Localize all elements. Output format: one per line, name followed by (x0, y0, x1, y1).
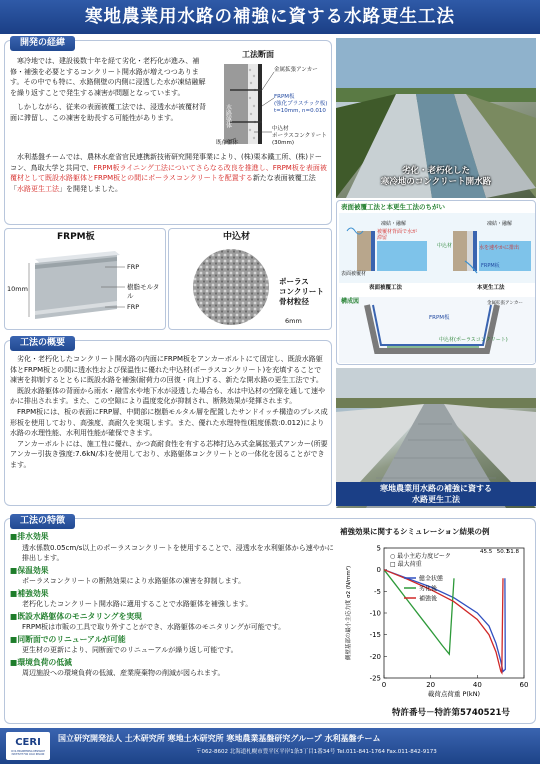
photo2-caption: 寒地農業用水路の補強に資する 水路更生工法 (336, 482, 536, 506)
feature-text: 透水係数0.05cm/s以上のポーラスコンクリートを使用することで、浸透水を水利躯体から速やかに排出します。 (22, 543, 334, 563)
feature-text: 更生材の更新により、同断面でのリニューアルが繰り返し可能です。 (22, 646, 238, 655)
structure-frpm: FRPM板 (429, 315, 450, 321)
data-label: 51.8 (506, 549, 519, 555)
overview-text (10, 354, 328, 471)
feature-heading: ■同断面でのリニューアルが可能 (10, 634, 126, 644)
comp-right-freeze: 凍結・融解 (487, 221, 513, 227)
y-tick-label: -10 (369, 609, 381, 618)
patent-number: 特許番号－特許第5740521号 (392, 708, 510, 718)
y-tick-label: 5 (376, 544, 381, 553)
paragraph: 水利基盤チームでは、農林水産省官民連携新技術研究開発事業により、(株)栗本鐵工所、(株)ドーコン、鳥取大学と共同で、FRPM板ライニング工法についてさらなる改良を推進し、FRPM板を表面被覆材として既設水路躯体とFRPM板との間にポーラスコンクリートを配置する新たな表面被覆工法「水路更生工法」を開発しました。 (10, 153, 327, 193)
frpm-label-resin: 樹脂モルタル (127, 283, 160, 300)
frpm-label-frp-top: FRP (127, 263, 140, 271)
filler-panel (168, 228, 332, 330)
feature-heading: ■環境負荷の低減 (10, 657, 72, 667)
label-frpm: FRPM板 (強化プラスチック板) t=10mm, n=0.010 (274, 94, 328, 114)
paragraph: 既設水路躯体の背面から雨水・融雪水や地下水が浸透した場合も、水は中込材の空隙を通して速やかに排出されます。また、この空隙により温度変化が抑制され、断熱効果が発揮されます。 (10, 386, 325, 406)
x-tick-label: 0 (381, 681, 387, 689)
chart-title: 補強効果に関するシミュレーション結果の例 (340, 527, 490, 536)
page-title: 寒地農業用水路の補強に資する水路更生工法 (0, 0, 540, 34)
label-anchor: 金属拡張アンカー (274, 67, 318, 73)
filler-labels: ポーラス コンクリート 骨材粒径 (279, 277, 324, 306)
comp-left-stagnant: 被覆材背面で水が滞留 (377, 229, 418, 241)
label-filler: 中込材 ポーラスコンクリート (30mm) (272, 126, 327, 146)
section-label-overview: 工法の概要 (10, 336, 75, 351)
comp-right-label: 本更生工法 (477, 285, 505, 291)
footer (0, 728, 540, 764)
ceri-logo (6, 732, 50, 760)
y-tick-label: -5 (374, 587, 381, 596)
legend-label: 補強後 (419, 595, 438, 603)
feature-heading: ■補強効果 (10, 588, 49, 598)
x-tick-label: 40 (472, 681, 482, 689)
structure-title: 構成図 (341, 298, 360, 305)
comp-left-label: 表面被覆工法 (369, 285, 403, 291)
x-tick-label: 20 (426, 681, 436, 689)
feature-heading: ■排水効果 (10, 532, 49, 541)
canal-photo-renewed (336, 368, 536, 508)
y-tick-label: 0 (376, 566, 381, 575)
photo-caption: 劣化・老朽化した 寒冷地のコンクリート開水路 (380, 166, 492, 188)
data-label: 45.5 (480, 549, 493, 555)
footer-org: 国立研究開発法人 土木研究所 寒地土木研究所 寒地農業基盤研究グループ 水利基盤チーム (58, 734, 381, 743)
paragraph: アンカーボルトには、施工性に優れ、かつ高耐食性を有する芯棒打込み式金属拡張式アンカー(所要アンカー引抜き強度:7.6kN/本)を使用しており、水路躯体コンクリートとの一体化を図ることができます。 (10, 439, 328, 469)
paragraph: 劣化・老朽化したコンクリート開水路の内面にFRPM板をアンカーボルトにて固定し、既設水路躯体とFRPM板との間に透水性および保温性に優れた中込材(ポーラスコンクリート)を充填することで凍害を抑制するとともに既設水路を補強(耐荷力の回復・向上)する、新たな開水路の更生工法です。 (10, 355, 323, 385)
feature-heading: ■既設水路躯体のモニタリングを実現 (10, 611, 142, 621)
paragraph: FRPM板には、板の表面にFRP層、中間部に樹脂モルタル層を配置したサンドイッチ構造のプレス成形板を使用しており、高強度、高耐久を実現します。また、優れた水理特性(粗度係数:0.012)により水路の水理性能、水利用性能が確保できます。 (10, 407, 328, 438)
feature-text: 周辺施設への環境負荷の低減、産業廃棄物の削減が図られます。 (22, 669, 225, 678)
comp-right-frpm: FRPM板 (481, 263, 500, 269)
x-axis-label: 載荷点荷重 P(kN) (427, 690, 481, 698)
y-tick-label: -20 (369, 652, 381, 661)
legend-label: 健全状態 (419, 575, 444, 583)
section-label-background: 開発の経緯 (10, 36, 75, 51)
frpm-dimension: 10mm (7, 285, 28, 293)
frpm-label-frp-bottom: FRP (127, 303, 140, 311)
structure-filler: 中込材(ポーラスコンクリート) (439, 337, 508, 343)
filler-title: 中込材 (223, 232, 251, 242)
data-label: 50.1 (496, 549, 510, 555)
frpm-panel (4, 228, 166, 330)
logo-subtext: CIVIL ENGINEERING RESEARCH INSTITUTE FOR COLD REGION (11, 749, 45, 756)
feature-text: ポーラスコンクリートの断熱効果により水路躯体の凍害を抑制します。 (22, 577, 246, 586)
logo-text: CERI (15, 737, 41, 748)
x-tick-label: 60 (519, 681, 529, 689)
feature-heading: ■保温効果 (10, 565, 49, 575)
frpm-title: FRPM板 (57, 232, 95, 242)
comp-left-freeze: 凍結・融解 (381, 221, 407, 227)
filler-grain-size: 6mm (285, 317, 302, 325)
section-label-features: 工法の特徴 (10, 514, 75, 529)
comparison-diagram (336, 200, 536, 365)
legend-label: 劣化後 (419, 585, 438, 593)
footer-address: 〒062-8602 北海道札幌市豊平区平岸1条3丁目1番34号 Tel.011-841-1764 Fax.011-842-9173 (196, 749, 437, 755)
comparison-title: 表面被覆工法と本更生工法のちがい (341, 203, 445, 211)
canal-photo-old (336, 38, 536, 198)
svg-text:水路躯体: 水路躯体 (224, 104, 232, 128)
comp-right-drain: 水を速やかに排出 (479, 245, 520, 251)
comp-right-filler: 中込材 (437, 243, 453, 249)
frpm-board-drawing (5, 229, 165, 329)
simulation-chart (340, 540, 534, 710)
comp-left-cover: 表面被覆材 (341, 271, 367, 277)
background-text (10, 56, 212, 124)
paragraph: 寒冷地では、建設後数十年を経て劣化・老朽化が進み、補修・補強を必要とするコンクリート開水路が増えつつあります。その中でも特に、水路側壁の内側に浸透した水が凍結融解を繰り返すことで発生する凍害が問題となっています。 (10, 57, 206, 97)
diagram-title: 工法断面 (242, 50, 274, 59)
label-existing: 既存躯体 (216, 140, 239, 146)
y-axis-label: 側壁基部の最小主応力度 σ2 (N/mm²) (346, 565, 352, 661)
features-list (10, 532, 335, 681)
paragraph: しかしながら、従来の表面被覆工法では、浸透水が被覆材背面に滞留し、この凍害を助長する可能性があります。 (10, 103, 206, 122)
y-tick-label: -25 (369, 674, 381, 683)
y-tick-label: -15 (369, 631, 381, 640)
legend-marker: □ 最大荷重 (390, 561, 422, 568)
feature-text: FRPM板は市販の工具で取り外すことができ、水路躯体のモニタリングが可能です。 (22, 623, 286, 632)
feature-text: 老朽化したコンクリート開水路に適用することで水路躯体を補強します。 (22, 600, 253, 609)
legend-marker: ○ 最小主応力度ピーク (390, 553, 451, 560)
cross-section-diagram (216, 50, 328, 148)
structure-anchor: 金属拡張アンカー (487, 301, 523, 306)
